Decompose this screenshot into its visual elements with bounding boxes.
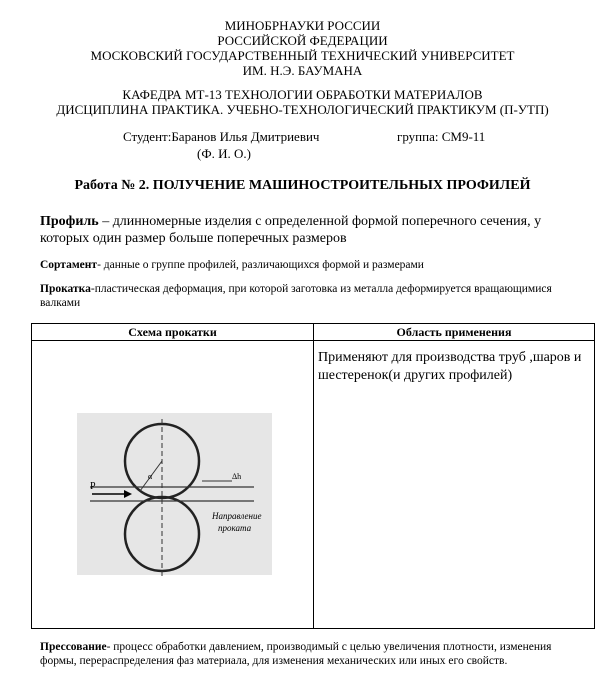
university-name-line: ИМ. Н.Э. БАУМАНА bbox=[242, 63, 363, 78]
usage-header: Область применения bbox=[314, 324, 595, 341]
federation-line: РОССИЙСКОЙ ФЕДЕРАЦИИ bbox=[217, 33, 388, 48]
university-line: МОСКОВСКИЙ ГОСУДАРСТВЕННЫЙ ТЕХНИЧЕСКИЙ УНИВЕРСИТЕТ bbox=[90, 48, 515, 63]
pressovanie-text: - процесс обработки давлением, производимый с целью увеличения плотности, изменения формы, перераспределения фаз материала, для изменения механических или иных его свойств. bbox=[40, 641, 552, 667]
profile-term: Профиль bbox=[40, 214, 99, 229]
department-line: КАФЕДРА МТ-13 ТЕХНОЛОГИИ ОБРАБОТКИ МАТЕРИАЛОВ bbox=[122, 87, 483, 102]
group-value: СМ9-11 bbox=[441, 129, 486, 144]
fio-hint: (Ф. И. О.) bbox=[197, 146, 251, 161]
sortament-text: - данные о группе профилей, различающихся формой и размерами bbox=[97, 259, 424, 271]
alpha-label: α bbox=[148, 472, 153, 481]
scheme-cell bbox=[32, 341, 314, 629]
sortament-term: Сортамент bbox=[40, 259, 98, 271]
profile-text: – длинномерные изделия с определенной формой поперечного сечения, у которых один размер больше поперечных размеров bbox=[40, 214, 542, 246]
direction-label-1: Направление bbox=[212, 511, 262, 521]
prokatka-term: Прокатка bbox=[40, 283, 91, 295]
student-line bbox=[123, 129, 319, 145]
ministry-line: МИНОБРНАУКИ РОССИИ bbox=[224, 18, 381, 33]
sortament-definition bbox=[40, 258, 580, 272]
usage-cell bbox=[314, 341, 595, 629]
usage-text: Применяют для производства труб ,шаров и шестеренок(и других профилей) bbox=[318, 350, 582, 383]
direction-label-2: проката bbox=[218, 523, 252, 533]
work-title: Работа № 2. ПОЛУЧЕНИЕ МАШИНОСТРОИТЕЛЬНЫХ ПРОФИЛЕЙ bbox=[74, 178, 531, 193]
profile-definition bbox=[40, 213, 580, 247]
prokatka-text: -пластическая деформация, при которой заготовка из металла деформируется вращающимися валками bbox=[40, 283, 552, 309]
force-label: P bbox=[90, 481, 96, 492]
pressovanie-term: Прессование bbox=[40, 641, 107, 653]
discipline-line: ДИСЦИПЛИНА ПРАКТИКА. УЧЕБНО-ТЕХНОЛОГИЧЕСКИЙ ПРАКТИКУМ (П-УТП) bbox=[56, 102, 549, 117]
rolling-scheme-diagram bbox=[32, 341, 313, 623]
student-label: Студент: bbox=[123, 129, 172, 144]
student-name: Баранов Илья Дмитриевич bbox=[171, 129, 320, 144]
rolling-table bbox=[31, 323, 595, 629]
scheme-header: Схема прокатки bbox=[32, 324, 314, 341]
prokatka-definition bbox=[40, 282, 580, 310]
group-label: группа: bbox=[397, 129, 439, 144]
delta-label: Δh bbox=[232, 472, 242, 481]
pressovanie-definition bbox=[40, 640, 585, 668]
group-line bbox=[397, 129, 485, 145]
